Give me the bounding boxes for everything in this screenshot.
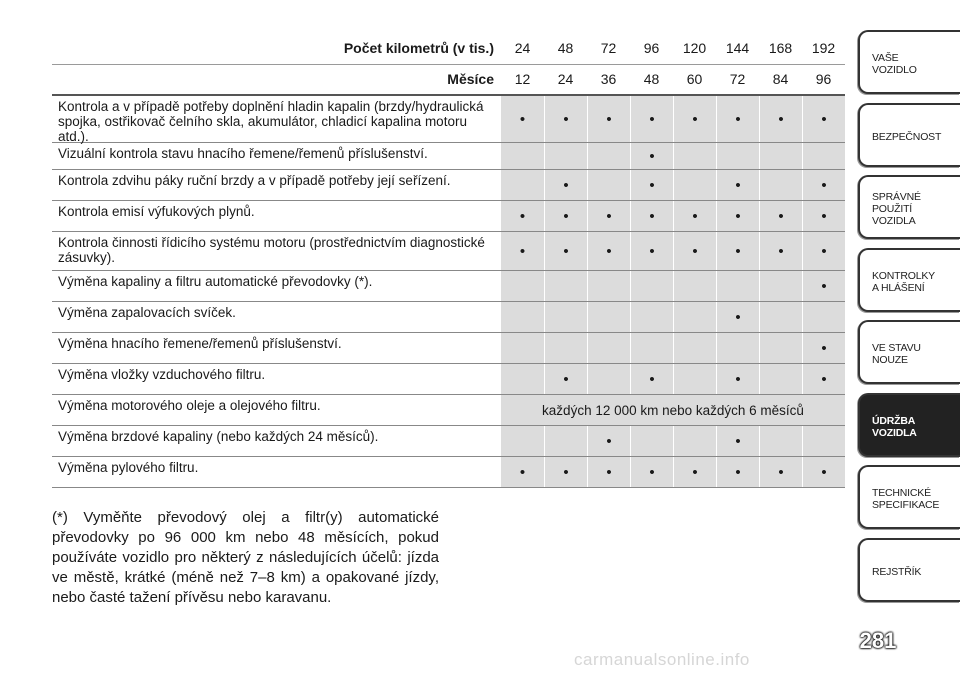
table-row <box>52 426 845 457</box>
interval-cell: • <box>716 96 759 142</box>
interval-cell: • <box>673 201 716 231</box>
interval-cell <box>673 364 716 394</box>
interval-cell: • <box>759 201 802 231</box>
row-description: Výměna pylového filtru. <box>58 460 199 475</box>
interval-cell: • <box>716 426 759 456</box>
interval-cell <box>630 426 673 456</box>
interval-cell: • <box>673 457 716 487</box>
interval-cell <box>716 271 759 301</box>
interval-cell: • <box>802 96 845 142</box>
section-tab-label: VAŠE <box>872 52 899 64</box>
table-row <box>52 395 845 426</box>
table-body <box>52 96 845 488</box>
interval-cell <box>587 364 630 394</box>
month-value: 84 <box>772 71 789 87</box>
interval-cell <box>501 143 544 169</box>
interval-cell <box>544 426 587 456</box>
interval-cell: • <box>802 333 845 363</box>
interval-cell: • <box>759 232 802 270</box>
section-tab-label: A HLÁŠENÍ <box>872 281 925 294</box>
row-description: Výměna vložky vzduchového filtru. <box>58 367 266 382</box>
row-description: Kontrola zdvihu páky ruční brzdy a v případě potřeby její seřízení. <box>58 173 451 188</box>
table-row <box>52 302 845 333</box>
section-tab-label: REJSTŘÍK <box>872 565 922 578</box>
interval-cell <box>544 302 587 332</box>
row-description: Výměna hnacího řemene/řemenů příslušenství. <box>58 336 342 351</box>
interval-cell: • <box>544 232 587 270</box>
section-tab-label: VOZIDLO <box>872 64 917 76</box>
merged-interval-cell: každých 12 000 km nebo každých 6 měsíců <box>501 395 845 425</box>
interval-cells <box>501 96 845 142</box>
interval-cell <box>501 170 544 200</box>
interval-cell: • <box>630 170 673 200</box>
interval-cell: • <box>630 201 673 231</box>
interval-cell <box>759 143 802 169</box>
interval-cell <box>630 302 673 332</box>
interval-cell: • <box>544 457 587 487</box>
month-value: 12 <box>514 71 531 87</box>
interval-cell: • <box>716 457 759 487</box>
interval-cell: • <box>519 207 526 225</box>
section-tab[interactable] <box>858 538 960 602</box>
section-tab[interactable] <box>858 30 960 94</box>
interval-cell: • <box>519 463 526 481</box>
interval-cell <box>587 302 630 332</box>
km-value: 72 <box>600 40 617 56</box>
interval-cell: • <box>519 110 526 128</box>
interval-cell: • <box>716 232 759 270</box>
interval-cell: • <box>630 457 673 487</box>
section-tab-label: SPECIFIKACE <box>872 499 940 511</box>
interval-cell <box>759 302 802 332</box>
table-row <box>52 232 845 271</box>
interval-cells <box>501 426 845 456</box>
interval-cell: • <box>630 232 673 270</box>
row-description: Výměna kapaliny a filtru automatické převodovky (*). <box>58 274 373 289</box>
km-header-label: Počet kilometrů (v tis.) <box>343 40 494 56</box>
interval-cell: • <box>673 96 716 142</box>
interval-cell <box>501 302 544 332</box>
interval-cell <box>759 426 802 456</box>
interval-cell: • <box>587 96 630 142</box>
month-value: 96 <box>815 71 832 87</box>
interval-cell: • <box>587 232 630 270</box>
table-row <box>52 143 845 170</box>
interval-cell: • <box>802 457 845 487</box>
watermark: carmanualsonline.info <box>574 650 750 669</box>
month-value: 48 <box>643 71 660 87</box>
interval-cell: • <box>544 170 587 200</box>
interval-cell <box>587 143 630 169</box>
section-tab[interactable] <box>858 393 960 457</box>
footnote: (*) Vyměňte převodový olej a filtr(y) automatické převodovky po 96 000 km nebo 48 měsících, pokud používáte vozidlo pro některý z následujících účelů: jízda ve městě, krátké (méně než 7–8 km) a opakované jízdy, nebo časté tažení přívěsu nebo karavanu. <box>52 509 439 606</box>
page-number: 281 <box>859 628 897 653</box>
interval-cell: • <box>802 201 845 231</box>
row-description: Kontrola a v případě potřeby doplnění hladin kapalin (brzdy/hydraulická spojka, ostřikovač čelního skla, akumulátor, chladicí kapalina motoru atd.). <box>58 99 484 144</box>
interval-cell <box>673 333 716 363</box>
interval-cell <box>802 143 845 169</box>
interval-cell <box>673 143 716 169</box>
table-row <box>52 271 845 302</box>
interval-cell <box>759 170 802 200</box>
month-value: 72 <box>729 71 746 87</box>
interval-cell: • <box>630 96 673 142</box>
row-description: Výměna motorového oleje a olejového filtru. <box>58 398 321 413</box>
interval-cell <box>501 271 544 301</box>
interval-cell <box>630 271 673 301</box>
interval-cell: • <box>544 96 587 142</box>
interval-cells <box>501 457 845 487</box>
interval-cell: • <box>716 364 759 394</box>
row-description: Kontrola emisí výfukových plynů. <box>58 204 255 219</box>
table-row <box>52 457 845 488</box>
section-tab[interactable] <box>858 465 960 529</box>
interval-cell <box>759 333 802 363</box>
section-tab[interactable] <box>858 248 960 312</box>
section-tab-label: SPRÁVNÉ <box>872 191 921 203</box>
interval-cell <box>759 364 802 394</box>
interval-cell: • <box>587 457 630 487</box>
table-row <box>52 201 845 232</box>
section-tab[interactable] <box>858 103 960 167</box>
table-row <box>52 333 845 364</box>
km-value: 48 <box>557 40 574 56</box>
interval-cell <box>544 333 587 363</box>
km-value: 168 <box>768 40 793 56</box>
interval-cell: • <box>544 201 587 231</box>
month-value: 60 <box>686 71 703 87</box>
interval-cell <box>673 271 716 301</box>
interval-cell: • <box>587 426 630 456</box>
section-tab-label: POUŽITÍ <box>872 203 913 215</box>
km-value: 144 <box>725 40 750 56</box>
interval-cell <box>673 426 716 456</box>
interval-cell <box>716 333 759 363</box>
section-tab-label: ÚDRŽBA <box>872 414 916 427</box>
row-description: Výměna zapalovacích svíček. <box>58 305 236 320</box>
section-tab-label: KONTROLKY <box>872 269 935 282</box>
interval-cell: • <box>716 302 759 332</box>
interval-cell <box>802 426 845 456</box>
interval-cell <box>759 271 802 301</box>
interval-cells <box>501 271 845 301</box>
interval-cell <box>501 426 544 456</box>
interval-cell <box>587 170 630 200</box>
interval-cells <box>501 143 845 169</box>
interval-cell <box>673 170 716 200</box>
interval-cell: • <box>630 143 673 169</box>
section-tab-label: VOZIDLA <box>872 426 917 439</box>
month-header-label: Měsíce <box>447 71 494 87</box>
interval-cells <box>501 232 845 270</box>
km-value: 120 <box>682 40 707 56</box>
interval-cells <box>501 364 845 394</box>
interval-cell: • <box>519 242 526 260</box>
interval-cell <box>501 364 544 394</box>
interval-cell <box>544 271 587 301</box>
interval-cell: • <box>802 271 845 301</box>
interval-cell: • <box>544 364 587 394</box>
month-header-row <box>52 65 845 96</box>
interval-cells <box>501 201 845 231</box>
km-header-row <box>52 34 845 65</box>
interval-cell: • <box>716 201 759 231</box>
interval-cell <box>544 143 587 169</box>
interval-cell: • <box>716 170 759 200</box>
section-tab[interactable] <box>858 175 960 239</box>
km-value: 24 <box>514 40 531 56</box>
interval-cell <box>802 302 845 332</box>
section-tab[interactable] <box>858 320 960 384</box>
section-tab-label: TECHNICKÉ <box>872 487 931 499</box>
interval-cell: • <box>759 457 802 487</box>
interval-cell: • <box>802 170 845 200</box>
section-tabs <box>858 30 960 610</box>
interval-cell <box>716 143 759 169</box>
interval-cell: • <box>587 201 630 231</box>
interval-cell: • <box>630 364 673 394</box>
interval-cell <box>587 271 630 301</box>
km-value: 96 <box>643 40 660 56</box>
km-value: 192 <box>811 40 836 56</box>
table-row <box>52 364 845 395</box>
interval-cells <box>501 170 845 200</box>
interval-cell: • <box>802 364 845 394</box>
interval-cells <box>501 302 845 332</box>
table-row <box>52 96 845 143</box>
section-tab-label: VOZIDLA <box>872 215 916 227</box>
interval-cell <box>587 333 630 363</box>
maintenance-table <box>52 34 845 488</box>
month-value: 36 <box>600 71 617 87</box>
interval-cell: • <box>759 96 802 142</box>
table-row <box>52 170 845 201</box>
interval-cell: • <box>673 232 716 270</box>
month-value: 24 <box>557 71 574 87</box>
interval-cell: • <box>802 232 845 270</box>
interval-cell <box>673 302 716 332</box>
section-tab-label: NOUZE <box>872 354 908 366</box>
section-tab-label: BEZPEČNOST <box>872 130 942 143</box>
row-description: Výměna brzdové kapaliny (nebo každých 24 měsíců). <box>58 429 379 444</box>
interval-cell <box>501 333 544 363</box>
section-tab-label: VE STAVU <box>872 342 921 354</box>
interval-cells <box>501 333 845 363</box>
row-description: Kontrola činnosti řídicího systému motoru (prostřednictvím diagnostické zásuvky). <box>58 235 485 265</box>
row-description: Vizuální kontrola stavu hnacího řemene/řemenů příslušenství. <box>58 146 428 161</box>
interval-cell <box>630 333 673 363</box>
